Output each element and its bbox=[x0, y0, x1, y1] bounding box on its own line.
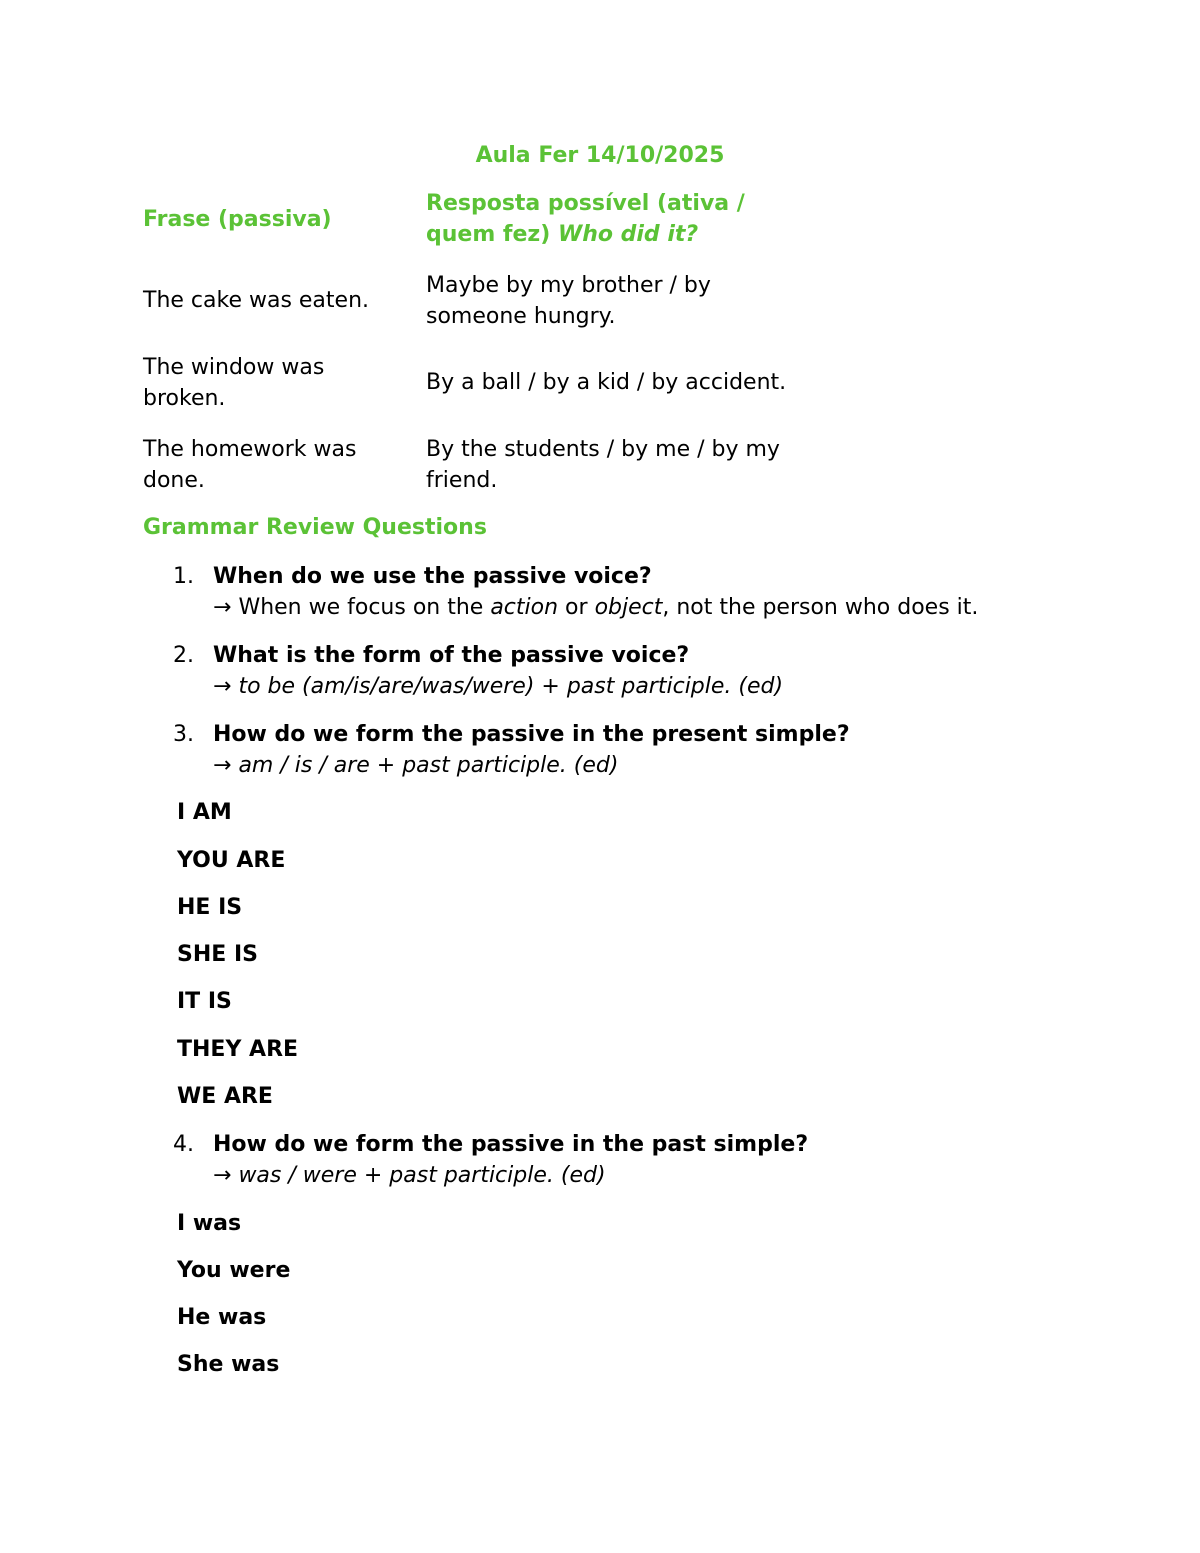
answer-part: , not the person who does it. bbox=[662, 595, 979, 620]
table-cell-answer: By the students / by me / by my bbox=[426, 437, 780, 462]
table-header-answer-line2 bbox=[426, 219, 698, 250]
table-cell-phrase: done. bbox=[143, 468, 205, 493]
arrow-icon: → bbox=[213, 1163, 232, 1188]
list-number: 3. bbox=[173, 722, 194, 747]
table-cell-phrase: broken. bbox=[143, 386, 226, 411]
answer-part: was / were + past participle. (ed) bbox=[238, 1163, 606, 1188]
past-form: She was bbox=[177, 1352, 280, 1377]
past-form: You were bbox=[177, 1258, 291, 1283]
arrow-icon: → bbox=[213, 674, 232, 699]
table-header-phrase: Frase (passiva) bbox=[143, 207, 332, 232]
arrow-icon: → bbox=[213, 595, 232, 620]
present-form: I AM bbox=[177, 800, 232, 825]
answer-part: to be (am/is/are/was/were) + past participle. (ed) bbox=[238, 674, 784, 699]
answer-part: or bbox=[565, 595, 588, 620]
present-form: YOU ARE bbox=[177, 848, 286, 873]
answer-part: action bbox=[490, 595, 559, 620]
table-header-answer-quem: quem fez) bbox=[426, 222, 551, 247]
list-number: 1. bbox=[173, 564, 194, 589]
table-cell-answer: friend. bbox=[426, 468, 498, 493]
table-cell-answer: Maybe by my brother / by bbox=[426, 273, 711, 298]
present-form: HE IS bbox=[177, 895, 243, 920]
question-text: When do we use the passive voice? bbox=[213, 564, 652, 589]
past-form: He was bbox=[177, 1305, 267, 1330]
table-cell-phrase: The window was bbox=[143, 355, 325, 380]
list-number: 4. bbox=[173, 1132, 194, 1157]
answer-part: When we focus on the bbox=[238, 595, 484, 620]
answer-text bbox=[213, 592, 978, 623]
answer-part: object bbox=[594, 595, 663, 620]
answer-text bbox=[213, 1160, 606, 1191]
table-cell-phrase: The homework was bbox=[143, 437, 357, 462]
question-text: What is the form of the passive voice? bbox=[213, 643, 690, 668]
list-number: 2. bbox=[173, 643, 194, 668]
answer-part: am / is / are + past participle. (ed) bbox=[238, 753, 619, 778]
table-cell-phrase: The cake was eaten. bbox=[143, 288, 370, 313]
present-form: IT IS bbox=[177, 989, 232, 1014]
table-header-answer-who: Who did it? bbox=[557, 222, 699, 247]
present-form: SHE IS bbox=[177, 942, 258, 967]
past-form: I was bbox=[177, 1211, 242, 1236]
answer-text bbox=[213, 750, 618, 781]
answer-text bbox=[213, 671, 783, 702]
question-text: How do we form the passive in the past simple? bbox=[213, 1132, 809, 1157]
present-form: THEY ARE bbox=[177, 1037, 299, 1062]
table-header-answer-line1: Resposta possível (ativa / bbox=[426, 191, 745, 216]
present-form: WE ARE bbox=[177, 1084, 273, 1109]
page-title: Aula Fer 14/10/2025 bbox=[475, 143, 725, 168]
section-heading: Grammar Review Questions bbox=[143, 515, 487, 540]
arrow-icon: → bbox=[213, 753, 232, 778]
table-cell-answer: someone hungry. bbox=[426, 304, 616, 329]
question-text: How do we form the passive in the present simple? bbox=[213, 722, 850, 747]
table-cell-answer: By a ball / by a kid / by accident. bbox=[426, 370, 787, 395]
